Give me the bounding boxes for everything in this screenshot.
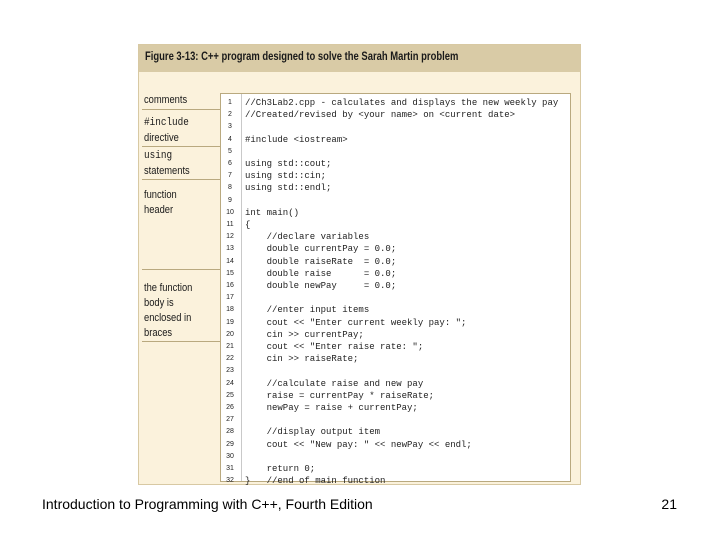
code-line [221,463,570,475]
code-text: int main() [245,207,300,218]
label-using-line-1: using [144,150,173,162]
code-text: double currentPay = 0.0; [245,244,397,255]
line-number: 16 [226,282,234,289]
code-line [221,304,570,316]
code-listing [220,93,571,487]
line-number: 9 [228,196,232,204]
line-number: 12 [226,233,234,241]
code-text: //Created/revised by <your name> on <current date> [245,110,516,121]
figure-title: Figure 3-13: C++ program designed to solve the Sarah Martin problem [145,51,459,63]
code-text: newPay = raise + currentPay; [245,403,418,413]
label-divider [142,179,222,180]
label-function-body-line-2: body is [144,297,174,309]
code-line [221,390,570,402]
code-line [221,243,570,255]
code-line [221,256,570,268]
code-line [221,231,570,243]
label-function-header-line-1: function [144,189,177,201]
code-text: using std::cout; [245,159,332,169]
code-text: return 0; [245,464,316,474]
line-number: 7 [228,172,232,180]
label-function-body [144,281,192,341]
label-using [144,148,190,179]
line-number: 21 [226,343,234,350]
line-number: 4 [228,135,232,143]
line-number: 24 [226,379,234,387]
code-line [221,353,570,365]
code-text: { [245,220,251,230]
line-number: 15 [226,269,234,277]
code-text: using std::endl; [245,183,332,194]
line-number: 30 [226,452,234,460]
code-line [221,280,570,292]
code-text: //display output item [245,427,381,438]
label-include-line-2: directive [144,132,179,144]
line-number: 23 [226,367,234,375]
line-number: 20 [226,330,234,338]
code-text: cin >> currentPay; [245,329,364,340]
figure-3-13 [138,44,581,485]
code-line [221,109,570,121]
code-line [221,195,570,207]
code-line [221,426,570,438]
label-using-line-2: statements [144,165,190,177]
code-text: double raise = 0.0; [245,268,397,279]
code-text: } //end of main function [245,476,386,487]
code-text: //enter input items [245,305,370,316]
code-line [221,219,570,231]
line-number: 14 [226,257,234,265]
line-number: 10 [226,208,234,216]
code-line [221,268,570,280]
code-line [221,341,570,353]
label-function-header-line-2: header [144,204,174,216]
code-line [221,414,570,426]
line-number: 2 [228,111,232,119]
code-line [221,292,570,304]
code-text: #include <iostream> [245,134,348,145]
label-function-body-line-1: the function [144,282,193,294]
code-line [221,402,570,414]
code-line [221,121,570,133]
line-number: 27 [226,416,234,424]
line-number: 5 [228,147,232,155]
code-text: //declare variables [245,232,370,243]
line-number: 32 [226,477,234,485]
line-number: 18 [226,306,234,314]
code-text: //Ch3Lab2.cpp - calculates and displays the new weekly pay [245,98,559,108]
code-text: //calculate raise and new pay [245,378,424,389]
label-divider [142,341,222,342]
figure-header [139,45,580,72]
code-text: cin >> raiseRate; [245,354,359,365]
line-number: 26 [226,404,234,411]
code-line [221,207,570,219]
line-number: 11 [226,221,234,228]
label-function-body-line-3: enclosed in [144,312,192,324]
line-number: 29 [226,440,234,448]
code-line [221,158,570,170]
label-include [144,115,189,146]
code-text: cout << "Enter raise rate: "; [245,342,424,352]
code-line [221,439,570,451]
code-line [221,475,570,487]
line-number: 3 [228,123,232,131]
line-number: 17 [226,294,234,302]
line-number: 8 [228,184,232,192]
label-function-header [144,188,177,218]
label-divider [142,269,222,270]
footer-book-title: Introduction to Programming with C++, Fourth Edition [42,496,373,512]
line-number: 6 [228,160,232,167]
code-line [221,329,570,341]
line-number: 28 [226,428,234,436]
code-text: using std::cin; [245,171,327,182]
line-number: 1 [228,99,232,106]
code-line [221,365,570,377]
label-divider [142,146,222,147]
label-divider [142,109,222,110]
code-line [221,182,570,194]
line-number: 19 [226,318,234,326]
code-text: cout << "New pay: " << newPay << endl; [245,439,472,450]
code-line [221,97,570,109]
code-line [221,378,570,390]
footer-page-number: 21 [661,496,677,512]
code-text: double newPay = 0.0; [245,281,397,291]
line-number: 31 [226,465,234,472]
label-function-body-line-4: braces [144,327,173,339]
code-line [221,451,570,463]
line-number: 22 [226,355,234,363]
code-text: raise = currentPay * raiseRate; [245,390,435,401]
code-text: double raiseRate = 0.0; [245,256,397,267]
label-comments-line: comments [144,94,188,106]
label-comments [144,93,187,108]
code-line [221,146,570,158]
code-line [221,134,570,146]
code-line [221,170,570,182]
label-include-line-1: #include [144,117,189,129]
code-line [221,317,570,329]
line-number: 25 [226,391,234,399]
code-text: cout << "Enter current weekly pay: "; [245,317,467,328]
line-number: 13 [226,245,234,253]
